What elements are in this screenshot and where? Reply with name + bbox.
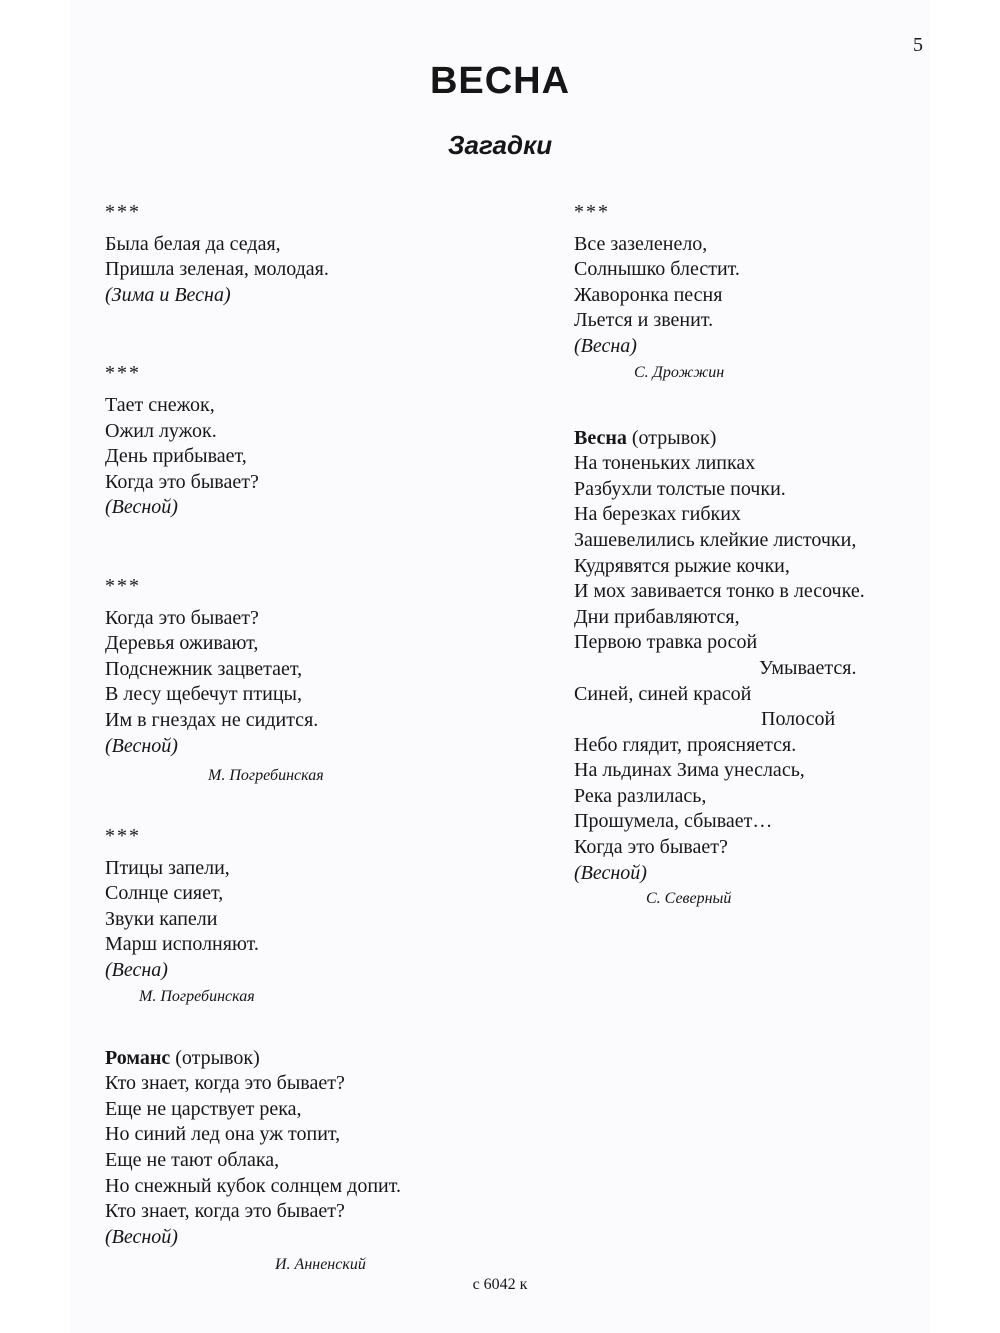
poem-line: Еще не царствует река, bbox=[105, 1097, 302, 1120]
poem-line: Еще не тают облака, bbox=[105, 1149, 280, 1172]
poem-line: На льдинах Зима унеслась, bbox=[574, 759, 805, 782]
riddle-marker: *** bbox=[105, 362, 141, 385]
poem-line: Разбухли толстые почки. bbox=[574, 477, 786, 500]
poem-title-note: (отрывок) bbox=[626, 426, 717, 449]
poem-line: Когда это бывает? bbox=[105, 470, 259, 493]
poem-title bbox=[105, 1046, 495, 1072]
riddle-answer: (Весной) bbox=[105, 496, 178, 519]
poem-line: Была белая да седая, bbox=[105, 232, 281, 255]
riddle-answer: (Зима и Весна) bbox=[105, 283, 231, 306]
poem-line: Небо глядит, проясняется. bbox=[574, 733, 797, 756]
poem-line: В лесу щебечут птицы, bbox=[105, 683, 302, 706]
poem-line: На березках гибких bbox=[574, 503, 741, 526]
poem-line: Когда это бывает? bbox=[105, 606, 259, 629]
page-footer: с 6042 к bbox=[472, 1276, 528, 1293]
poem-line: На тоненьких липках bbox=[574, 452, 756, 475]
riddle-marker: *** bbox=[105, 825, 141, 848]
poem-author: С. Дрожжин bbox=[634, 363, 725, 381]
poem-title bbox=[574, 426, 914, 452]
poem-line: Кудрявятся рыжие кочки, bbox=[574, 554, 790, 577]
riddle-answer: (Весной) bbox=[105, 1225, 178, 1248]
poem-title-bold: Романс bbox=[105, 1046, 171, 1069]
poem-line: Первою травка росой bbox=[574, 631, 758, 654]
poem-title-bold: Весна bbox=[574, 426, 627, 449]
poem-line: Зашевелились клейкие листочки, bbox=[574, 528, 857, 551]
poem-line: Звуки капели bbox=[105, 907, 218, 930]
poem-line: Прошумела, сбывает… bbox=[574, 810, 773, 833]
poem-line: Им в гнездах не сидится. bbox=[105, 708, 319, 731]
poem-line: Льется и звенит. bbox=[574, 309, 714, 332]
poem-line: Солнце сияет, bbox=[105, 882, 224, 905]
poem-author: И. Анненский bbox=[275, 1256, 366, 1274]
poem-line: Но синий лед она уж топит, bbox=[105, 1123, 341, 1146]
poem-line: Синей, синей красой bbox=[574, 682, 752, 705]
poem-line: Умывается. bbox=[759, 656, 857, 679]
riddle-answer: (Весной) bbox=[574, 861, 647, 884]
poem-line: Деревья оживают, bbox=[105, 632, 259, 655]
riddle-marker: *** bbox=[105, 201, 141, 223]
poem-line: Пришла зеленая, молодая. bbox=[105, 258, 329, 281]
poem-line: Но снежный кубок солнцем допит. bbox=[105, 1174, 401, 1197]
riddle-answer: (Весна) bbox=[105, 959, 168, 982]
section-subtitle: Загадки bbox=[447, 130, 553, 160]
poem-line: И мох завивается тонко в лесочке. bbox=[574, 580, 865, 603]
poem-line: День прибывает, bbox=[105, 445, 247, 468]
poem-author: М. Погребинская bbox=[208, 767, 324, 785]
poem-line: Солнышко блестит. bbox=[574, 258, 740, 281]
poem-line: Марш исполняют. bbox=[105, 933, 259, 956]
poem-author: С. Северный bbox=[646, 890, 732, 908]
riddle-marker: *** bbox=[105, 574, 141, 597]
page-number: 5 bbox=[913, 34, 923, 56]
riddle-answer: (Весна) bbox=[574, 334, 637, 357]
poem-line: Птицы запели, bbox=[105, 856, 230, 879]
left-column bbox=[105, 200, 495, 1276]
poem-line: Кто знает, когда это бывает? bbox=[105, 1200, 345, 1223]
poem-line: Жаворонка песня bbox=[574, 283, 723, 306]
poem-line: Река разлилась, bbox=[574, 784, 707, 807]
poem-line: Ожил лужок. bbox=[105, 419, 217, 442]
riddle-answer: (Весной) bbox=[105, 734, 178, 757]
right-column bbox=[574, 200, 914, 910]
poem-title-note: (отрывок) bbox=[170, 1046, 260, 1069]
poem-line: Когда это бывает? bbox=[574, 836, 728, 859]
poem-author: М. Погребинская bbox=[139, 987, 255, 1005]
poem-line: Тает снежок, bbox=[105, 393, 215, 416]
poem-line: Кто знает, когда это бывает? bbox=[105, 1072, 345, 1095]
poem-line: Подснежник зацветает, bbox=[105, 657, 303, 680]
poem-line: Дни прибавляются, bbox=[574, 605, 740, 628]
page-title: ВЕСНА bbox=[429, 60, 571, 102]
poem-line: Полосой bbox=[761, 708, 836, 731]
poem-line: Все зазеленело, bbox=[574, 232, 708, 255]
riddle-marker: *** bbox=[574, 201, 610, 223]
